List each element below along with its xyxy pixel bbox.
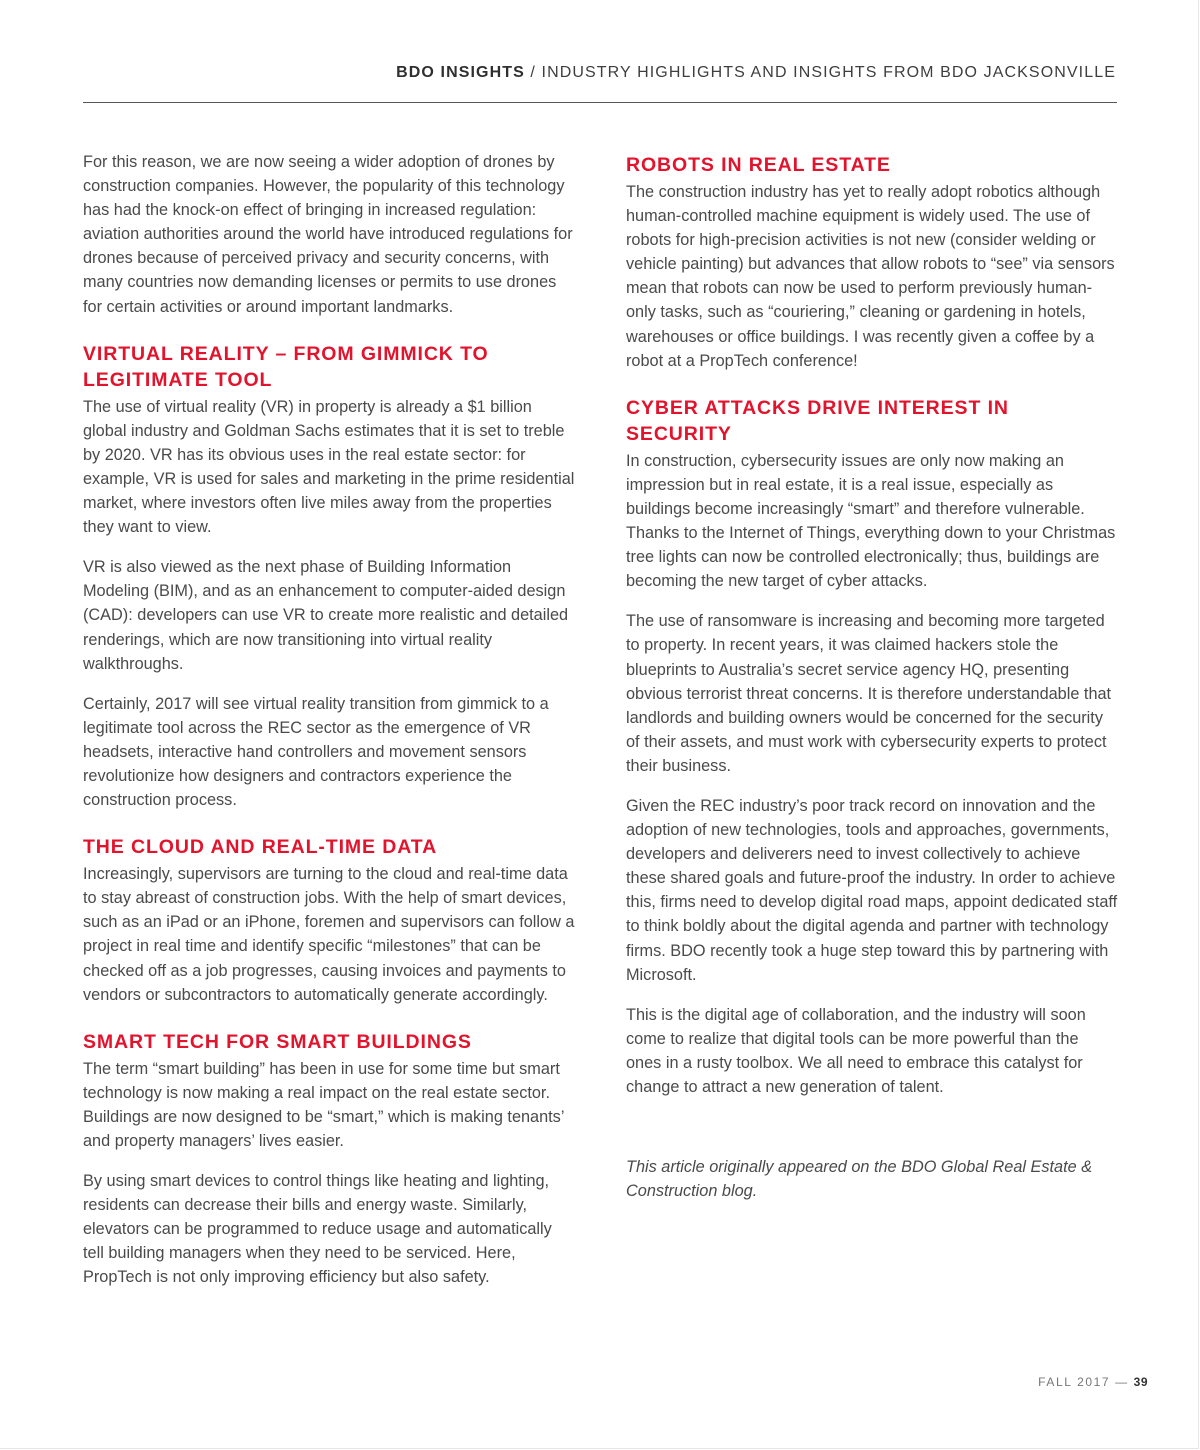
- vr-paragraph-3: Certainly, 2017 will see virtual reality transition from gimmick to a legitimate tool across the REC sector as the emergence of VR headsets, interactive hand controllers and movement sensors revolutionize how designers and contractors experience the construction process.: [83, 694, 549, 810]
- header-subtitle: INDUSTRY HIGHLIGHTS AND INSIGHTS FROM BDO JACKSONVILLE: [541, 64, 1116, 81]
- cyber-paragraph-3: Given the REC industry’s poor track record on innovation and the adoption of new technologies, tools and approaches, governments, developers and deliverers need to invest collectively to achieve these shared goals and future-proof the industry. In order to achieve this, firms need to develop digital road maps, appoint dedicated staff to think boldly about the digital agenda and partner with technology firms. BDO recently took a huge step toward this by partnering with Microsoft.: [626, 796, 1118, 984]
- cyber-paragraph-2: The use of ransomware is increasing and becoming more targeted to property. In recent years, it was claimed hackers stole the blueprints to Australia’s secret service agency HQ, presenting obvious terrorist threat concerns. It is therefore understandable that landlords and building owners would be concerned for the security of their assets, and must work with cybersecurity experts to protect their business.: [626, 612, 1112, 775]
- smart-heading: SMART TECH FOR SMART BUILDINGS: [83, 1030, 472, 1053]
- cyber-heading: CYBER ATTACKS DRIVE INTEREST IN SECURITY: [626, 396, 1009, 445]
- cloud-paragraph-1: Increasingly, supervisors are turning to the cloud and real-time data to stay abreast of construction jobs. With the help of smart devices, such as an iPad or an iPhone, foremen and supervisors can follow a project in real time and identify specific “milestones” that can be checked off as a job progresses, causing invoices and payments to vendors or subcontractors to automatically generate accordingly.: [83, 865, 575, 1004]
- header-separator: /: [524, 64, 542, 81]
- header-rule: [83, 102, 1117, 103]
- cyber-paragraph-1: In construction, cybersecurity issues are only now making an impression but in real estate, it is a real issue, especially as buildings become increasingly “smart” and therefore vulnerable. Thanks to the Internet of Things, everything down to your Christmas tree lights can now be controlled electronically; thus, buildings are becoming the new target of cyber attacks.: [626, 451, 1116, 591]
- vr-paragraph-2: VR is also viewed as the next phase of Building Information Modeling (BIM), and as an enhancement to computer-aided design (CAD): developers can use VR to create more realistic and detailed renderings, which are now transitioning into virtual reality walkthroughs.: [83, 558, 569, 673]
- robots-heading: ROBOTS IN REAL ESTATE: [626, 154, 891, 176]
- footer-issue: FALL 2017: [1038, 1375, 1111, 1389]
- page-footer: [1038, 1375, 1148, 1389]
- header-brand: BDO INSIGHTS: [396, 64, 525, 81]
- footer-dash: —: [1110, 1375, 1134, 1389]
- right-column: [626, 150, 1118, 1219]
- robots-paragraph-1: The construction industry has yet to really adopt robotics although human-controlled machine equipment is widely used. The use of robots for high-precision activities is not new (consider welding or vehicle painting) but advances that allow robots to “see” via sensors mean that robots can now be used to perform previously human-only tasks, such as “couriering,” cleaning or gardening in hotels, warehouses or office buildings. I was recently given a coffee by a robot at a PropTech conference!: [626, 183, 1115, 370]
- intro-paragraph: For this reason, we are now seeing a wider adoption of drones by construction companies. However, the popularity of this technology has had the knock-on effect of bringing in increased regulation: aviation authorities around the world have introduced regulations for drones because of perceived privacy and security concerns, with many countries now demanding licenses or permits to use drones for certain activities or around important landmarks.: [83, 153, 573, 316]
- left-column: [83, 150, 575, 1306]
- cyber-paragraph-4: This is the digital age of collaboration, and the industry will soon come to realize that digital tools can be more powerful than the ones in a rusty toolbox. We all need to embrace this catalyst for change to attract a new generation of talent.: [626, 1005, 1086, 1096]
- article-credit: This article originally appeared on the BDO Global Real Estate & Construction blog.: [626, 1158, 1093, 1201]
- running-header: [396, 64, 1116, 82]
- smart-paragraph-2: By using smart devices to control things like heating and lighting, residents can decrease their bills and energy waste. Similarly, elevators can be programmed to reduce usage and automatically tell building managers when they need to be serviced. Here, PropTech is not only improving efficiency but also safety.: [83, 1172, 552, 1287]
- page-number: 39: [1133, 1375, 1148, 1389]
- vr-heading: VIRTUAL REALITY – FROM GIMMICK TO LEGITIMATE TOOL: [83, 342, 489, 391]
- smart-paragraph-1: The term “smart building” has been in use for some time but smart technology is now making a real impact on the real estate sector. Buildings are now designed to be “smart,” which is making tenants’ and property managers’ lives easier.: [83, 1059, 564, 1150]
- cloud-heading: THE CLOUD AND REAL-TIME DATA: [83, 836, 438, 859]
- vr-paragraph-1: The use of virtual reality (VR) in property is already a $1 billion global industry and Goldman Sachs estimates that it is set to treble by 2020. VR has its obvious uses in the real estate sector: for example, VR is used for sales and marketing in the prime residential market, where investors often live miles away from the properties they want to view.: [83, 397, 575, 537]
